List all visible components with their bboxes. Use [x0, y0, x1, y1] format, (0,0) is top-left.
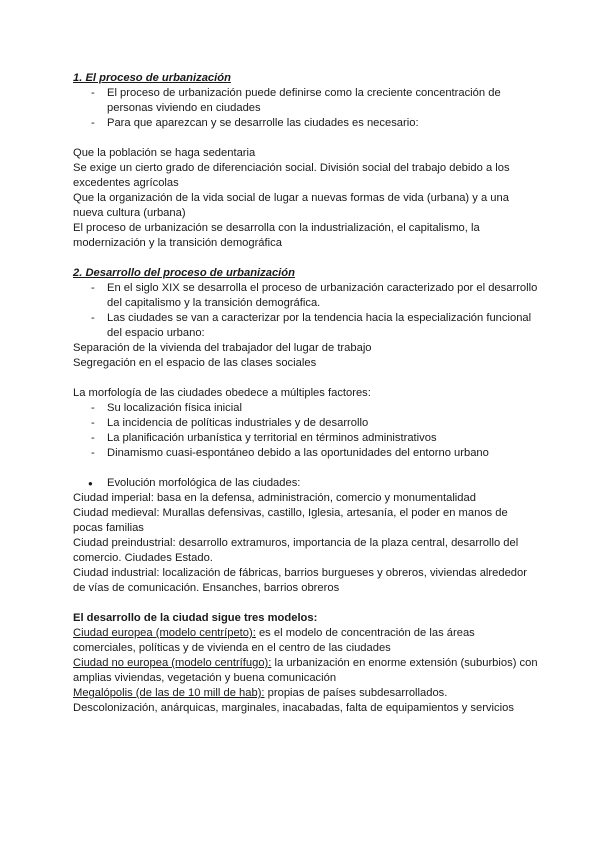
list-item: - La planificación urbanística y territorial en términos administrativos	[73, 431, 540, 446]
section-heading: 2. Desarrollo del proceso de urbanización	[73, 267, 295, 279]
dash-list	[73, 281, 540, 341]
paragraph	[73, 656, 540, 686]
paragraph: Separación de la vivienda del trabajador del lugar de trabajo	[73, 342, 372, 354]
dash-list	[73, 401, 540, 461]
list-item: - Dinamismo cuasi-espontáneo debido a las oportunidades del entorno urbano	[73, 446, 540, 461]
list-item: ● Evolución morfológica de las ciudades:	[73, 476, 540, 491]
paragraph: Ciudad medieval: Murallas defensivas, castillo, Iglesia, artesanía, el poder en manos de pocas familias	[73, 507, 508, 534]
model-term: Megalópolis (de las de 10 mill de hab):	[73, 687, 265, 699]
list-item: - La incidencia de políticas industriales y de desarrollo	[73, 416, 540, 431]
list-item: - Las ciudades se van a caracterizar por la tendencia hacia la especialización funcional del espacio urbano:	[73, 311, 540, 341]
bullet-list	[73, 476, 540, 491]
paragraph: Ciudad preindustrial: desarrollo extramuros, importancia de la plaza central, desarrollo del comercio. Ciudades Estado.	[73, 537, 519, 564]
model-text: propias de países subdesarrollados.	[264, 687, 448, 699]
paragraph: Descolonización, anárquicas, marginales, inacabadas, falta de equipamientos y servicios	[73, 702, 514, 714]
paragraph	[73, 626, 540, 656]
section-evolution	[73, 476, 540, 596]
model-term: Ciudad no europea (modelo centrífugo):	[73, 657, 272, 669]
section-heading: El desarrollo de la ciudad sigue tres modelos:	[73, 612, 318, 624]
paragraph: Que la organización de la vida social de lugar a nuevas formas de vida (urbana) y a una nueva cultura (urbana)	[73, 192, 509, 219]
paragraph	[73, 686, 540, 701]
paragraph: Que la población se haga sedentaria	[73, 147, 256, 159]
section-heading: 1. El proceso de urbanización	[73, 72, 231, 84]
model-text: la urbanización en enorme extensión (suburbios) con amplias viviendas, vegetación y buena comunicación	[73, 657, 538, 684]
paragraph: El proceso de urbanización se desarrolla con la industrialización, el capitalismo, la modernización y la transición demográfica	[73, 222, 480, 249]
paragraph: Ciudad imperial: basa en la defensa, administración, comercio y monumentalidad	[73, 492, 476, 504]
paragraph: Se exige un cierto grado de diferenciación social. División social del trabajo debido a los excedentes agrícolas	[73, 162, 510, 189]
list-item: - Para que aparezcan y se desarrolle las ciudades es necesario:	[73, 116, 540, 131]
dash-list	[73, 86, 540, 131]
section-models	[73, 611, 540, 716]
paragraph: Segregación en el espacio de las clases sociales	[73, 357, 317, 369]
list-item: - Su localización física inicial	[73, 401, 540, 416]
list-item: - El proceso de urbanización puede definirse como la creciente concentración de personas viviendo en ciudades	[73, 86, 540, 116]
model-term: Ciudad europea (modelo centrípeto):	[73, 627, 256, 639]
paragraph: Ciudad industrial: localización de fábricas, barrios burgueses y obreros, viviendas alrededor de vías de comunicación. Ensanches, barrios obreros	[73, 567, 527, 594]
paragraph: La morfología de las ciudades obedece a múltiples factores:	[73, 387, 371, 399]
model-text: es el modelo de concentración de las áreas comerciales, políticas y de vivienda en el centro de las ciudades	[73, 627, 475, 654]
section-urbanization-process	[73, 71, 540, 251]
list-item: - En el siglo XIX se desarrolla el proceso de urbanización caracterizado por el desarrollo del capitalismo y la transición demográfica.	[73, 281, 540, 311]
section-urbanization-development	[73, 266, 540, 371]
section-morphology	[73, 386, 540, 461]
